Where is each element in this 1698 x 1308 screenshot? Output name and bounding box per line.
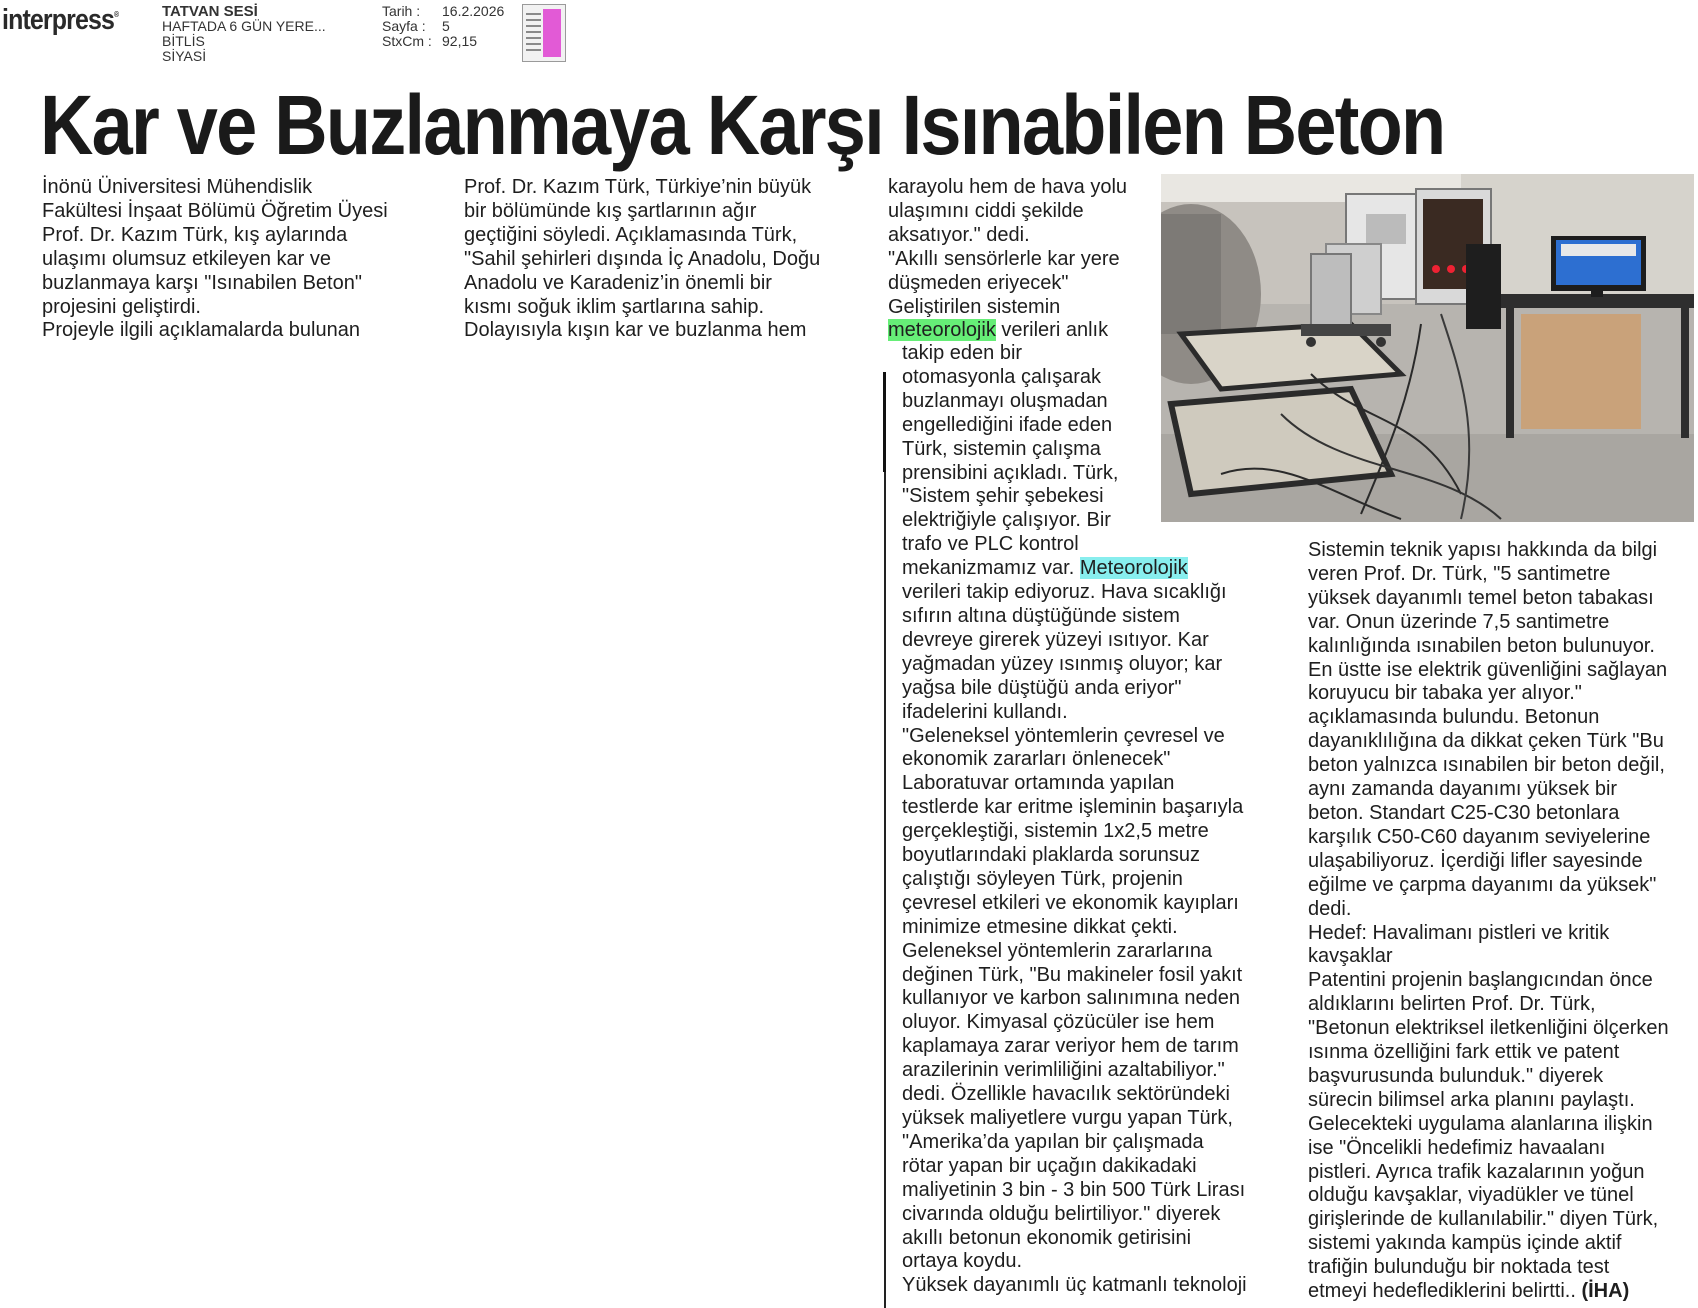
publication-frequency: HAFTADA 6 GÜN YERE... <box>162 18 326 34</box>
col4-text: Sistemin teknik yapısı hakkında da bilgi veren Prof. Dr. Türk, "5 santimetre yüksek dayanımlı temel beton tabakası var. Onun üzerinde 7,5 santimetre kalınlığında ısınabilen beton bulunuyor. En üstte ise elektrik güvenliğini sağlayan koruyucu bir tabaka yer alıyor." açıklamasında bulundu. Betonun dayanıklılığına da dikkat çeken Türk "Bu beton yalnızca ısınabilen bir beton değil, aynı zamanda dayanımı yüksek bir beton. Standart C25-C30 betonlara karşılık C50-C60 dayanım seviyelerine ulaşabiliyoruz. İçerdiği lifler sayesinde eğilme ve çarpma dayanımı da yüksek" dedi. Hedef: Havalimanı pistleri ve kritik kavşaklar Patentini projenin başlangıcından önce aldıklarını belirten Prof. Dr. Türk, "Betonun elektriksel iletkenliğini ölçerken ısınma özelliğini fark ettik ve patent başvurusunda bulunduk." diyerek sürecin bilimsel arka planını paylaştı. Gelecekteki uygulama alanlarına ilişkin ise "Öncelikli hedefimiz havaalanı pistleri. Ayrıca trafik kazalarının yoğun olduğu kavşaklar, viyadükler ve tünel girişlerinde de kullanılabilir." diyen Türk, sistemi yakında kampüs içinde aktif trafiğin bulunduğu bir noktada test etmeyi hedeflediklerini belirtti.. <box>1308 539 1669 1303</box>
col3-text: takip eden bir otomasyonla çalışarak buzlanmayı oluşmadan engellediğini ifade eden Türk, sistemin çalışma prensibini açıkladı. Türk, "Sistem şehir şebekesi elektriğiyle çalışıyor. Bir trafo ve PLC kontrol mekanizmamız var. <box>902 342 1119 580</box>
date-row <box>382 4 504 19</box>
thumbnail-line <box>526 37 541 39</box>
col3-top-text-end: verileri anlık <box>995 319 1109 342</box>
date-label: Tarih : <box>382 3 421 19</box>
article-column-1: İnönü Üniversitesi Mühendislik Fakültesi İnşaat Bölümü Öğretim Üyesi Prof. Dr. Kazım Türk, kış aylarında ulaşımı olumsuz etkileyen kar ve buzlanmaya karşı "Isınabilen Beton" projesini geliştirdi. Projeyle ilgili açıklamalarda bulunan <box>42 176 388 342</box>
thumbnail-line <box>526 49 541 51</box>
thumbnail-line <box>526 31 541 33</box>
lab-photo-illustration <box>1161 174 1694 522</box>
stxcm-row <box>382 34 504 49</box>
article-column-3-top <box>888 176 1158 343</box>
thumbnail-line <box>526 43 541 45</box>
thumbnail-line <box>526 19 541 21</box>
clipping-meta <box>382 4 504 49</box>
logo-text: interpress <box>2 4 115 36</box>
publication-info <box>162 4 326 64</box>
col3-top-text: karayolu hem de hava yolu ulaşımını ciddi şekilde aksatıyor." dedi. "Akıllı sensörlerle kar yere düşmeden eriyecek" Geliştirilen sistemin <box>888 176 1128 318</box>
page-thumbnail[interactable] <box>522 4 566 62</box>
article-photo <box>1161 174 1694 522</box>
thumbnail-highlight <box>543 9 561 57</box>
page-value: 5 <box>442 18 450 34</box>
highlight-meteorolojik: meteorolojik <box>888 319 996 342</box>
publication-city: BİTLİS <box>162 33 205 49</box>
date-value: 16.2.2026 <box>442 3 505 19</box>
column-rule-thick <box>883 372 886 472</box>
thumbnail-line <box>526 13 541 15</box>
col3-text-end: verileri takip ediyoruz. Hava sıcaklığı sıfırın altına düştüğünde sistem devreye girerek yüzeyi ısıtıyor. Kar yağmadan yüzey ısınmış oluyor; kar yağsa bile düştüğü anda eriyor" ifadelerini kullandı. "Geleneksel yöntemlerin çevresel ve ekonomik zararları önlenecek" Laboratuvar ortamında yapılan testlerde kar eritme işleminin başarıyla gerçekleştiği, sistemin 1x2,5 metre boyutlarındaki plaklarda sorunsuz çalıştığı söyleyen Türk, projenin çevresel etkileri ve ekonomik kayıpları minimize etmesine dikkat çekti. Geleneksel yöntemlerin zararlarına değinen Türk, "Bu makineler fosil yakıt kullanıyor ve karbon salınımına neden oluyor. Kimyasal çözücüler ise hem kaplamaya zarar veriyor hem de tarım arazilerinin verimliliğini azaltabiliyor." dedi. Özellikle havacılık sektöründeki yüksek maliyetlere vurgu yapan Türk, "Amerika’da yapılan bir çalışmada rötar yapan bir uçağın dakikadaki maliyetinin 3 bin - 3 bin 500 Türk Lirası civarında olduğu belirtiliyor." diyerek akıllı betonun ekonomik getirisini ortaya koydu. Yüksek dayanımlı üç katmanlı teknoloji <box>902 581 1247 1297</box>
highlight-meteorolojik-2: Meteorolojik <box>1079 557 1188 580</box>
article-column-4 <box>1308 539 1698 1304</box>
stxcm-value: 92,15 <box>442 33 478 49</box>
page-row <box>382 19 504 34</box>
publication-category: SİYASİ <box>162 48 207 64</box>
registered-mark: ® <box>114 10 119 19</box>
page-label: Sayfa : <box>382 18 426 34</box>
column-rule <box>884 472 886 1308</box>
stxcm-label: StxCm : <box>382 33 432 49</box>
publication-name: TATVAN SESİ <box>162 3 258 20</box>
thumbnail-line <box>526 25 541 27</box>
article-headline: Kar ve Buzlanmaya Karşı Isınabilen Beton <box>40 78 1445 172</box>
article-column-2: Prof. Dr. Kazım Türk, Türkiye’nin büyük bir bölümünde kış şartlarının ağır geçtiğini söyledi. Açıklamasında Türk, "Sahil şehirleri dışında İç Anadolu, Doğu Anadolu ve Karadeniz’in önemli bir kısmı soğuk iklim şartlarına sahip. Dolayısıyla kışın kar ve buzlanma hem <box>464 176 821 342</box>
news-source: (İHA) <box>1581 1280 1630 1303</box>
interpress-logo <box>2 4 118 37</box>
